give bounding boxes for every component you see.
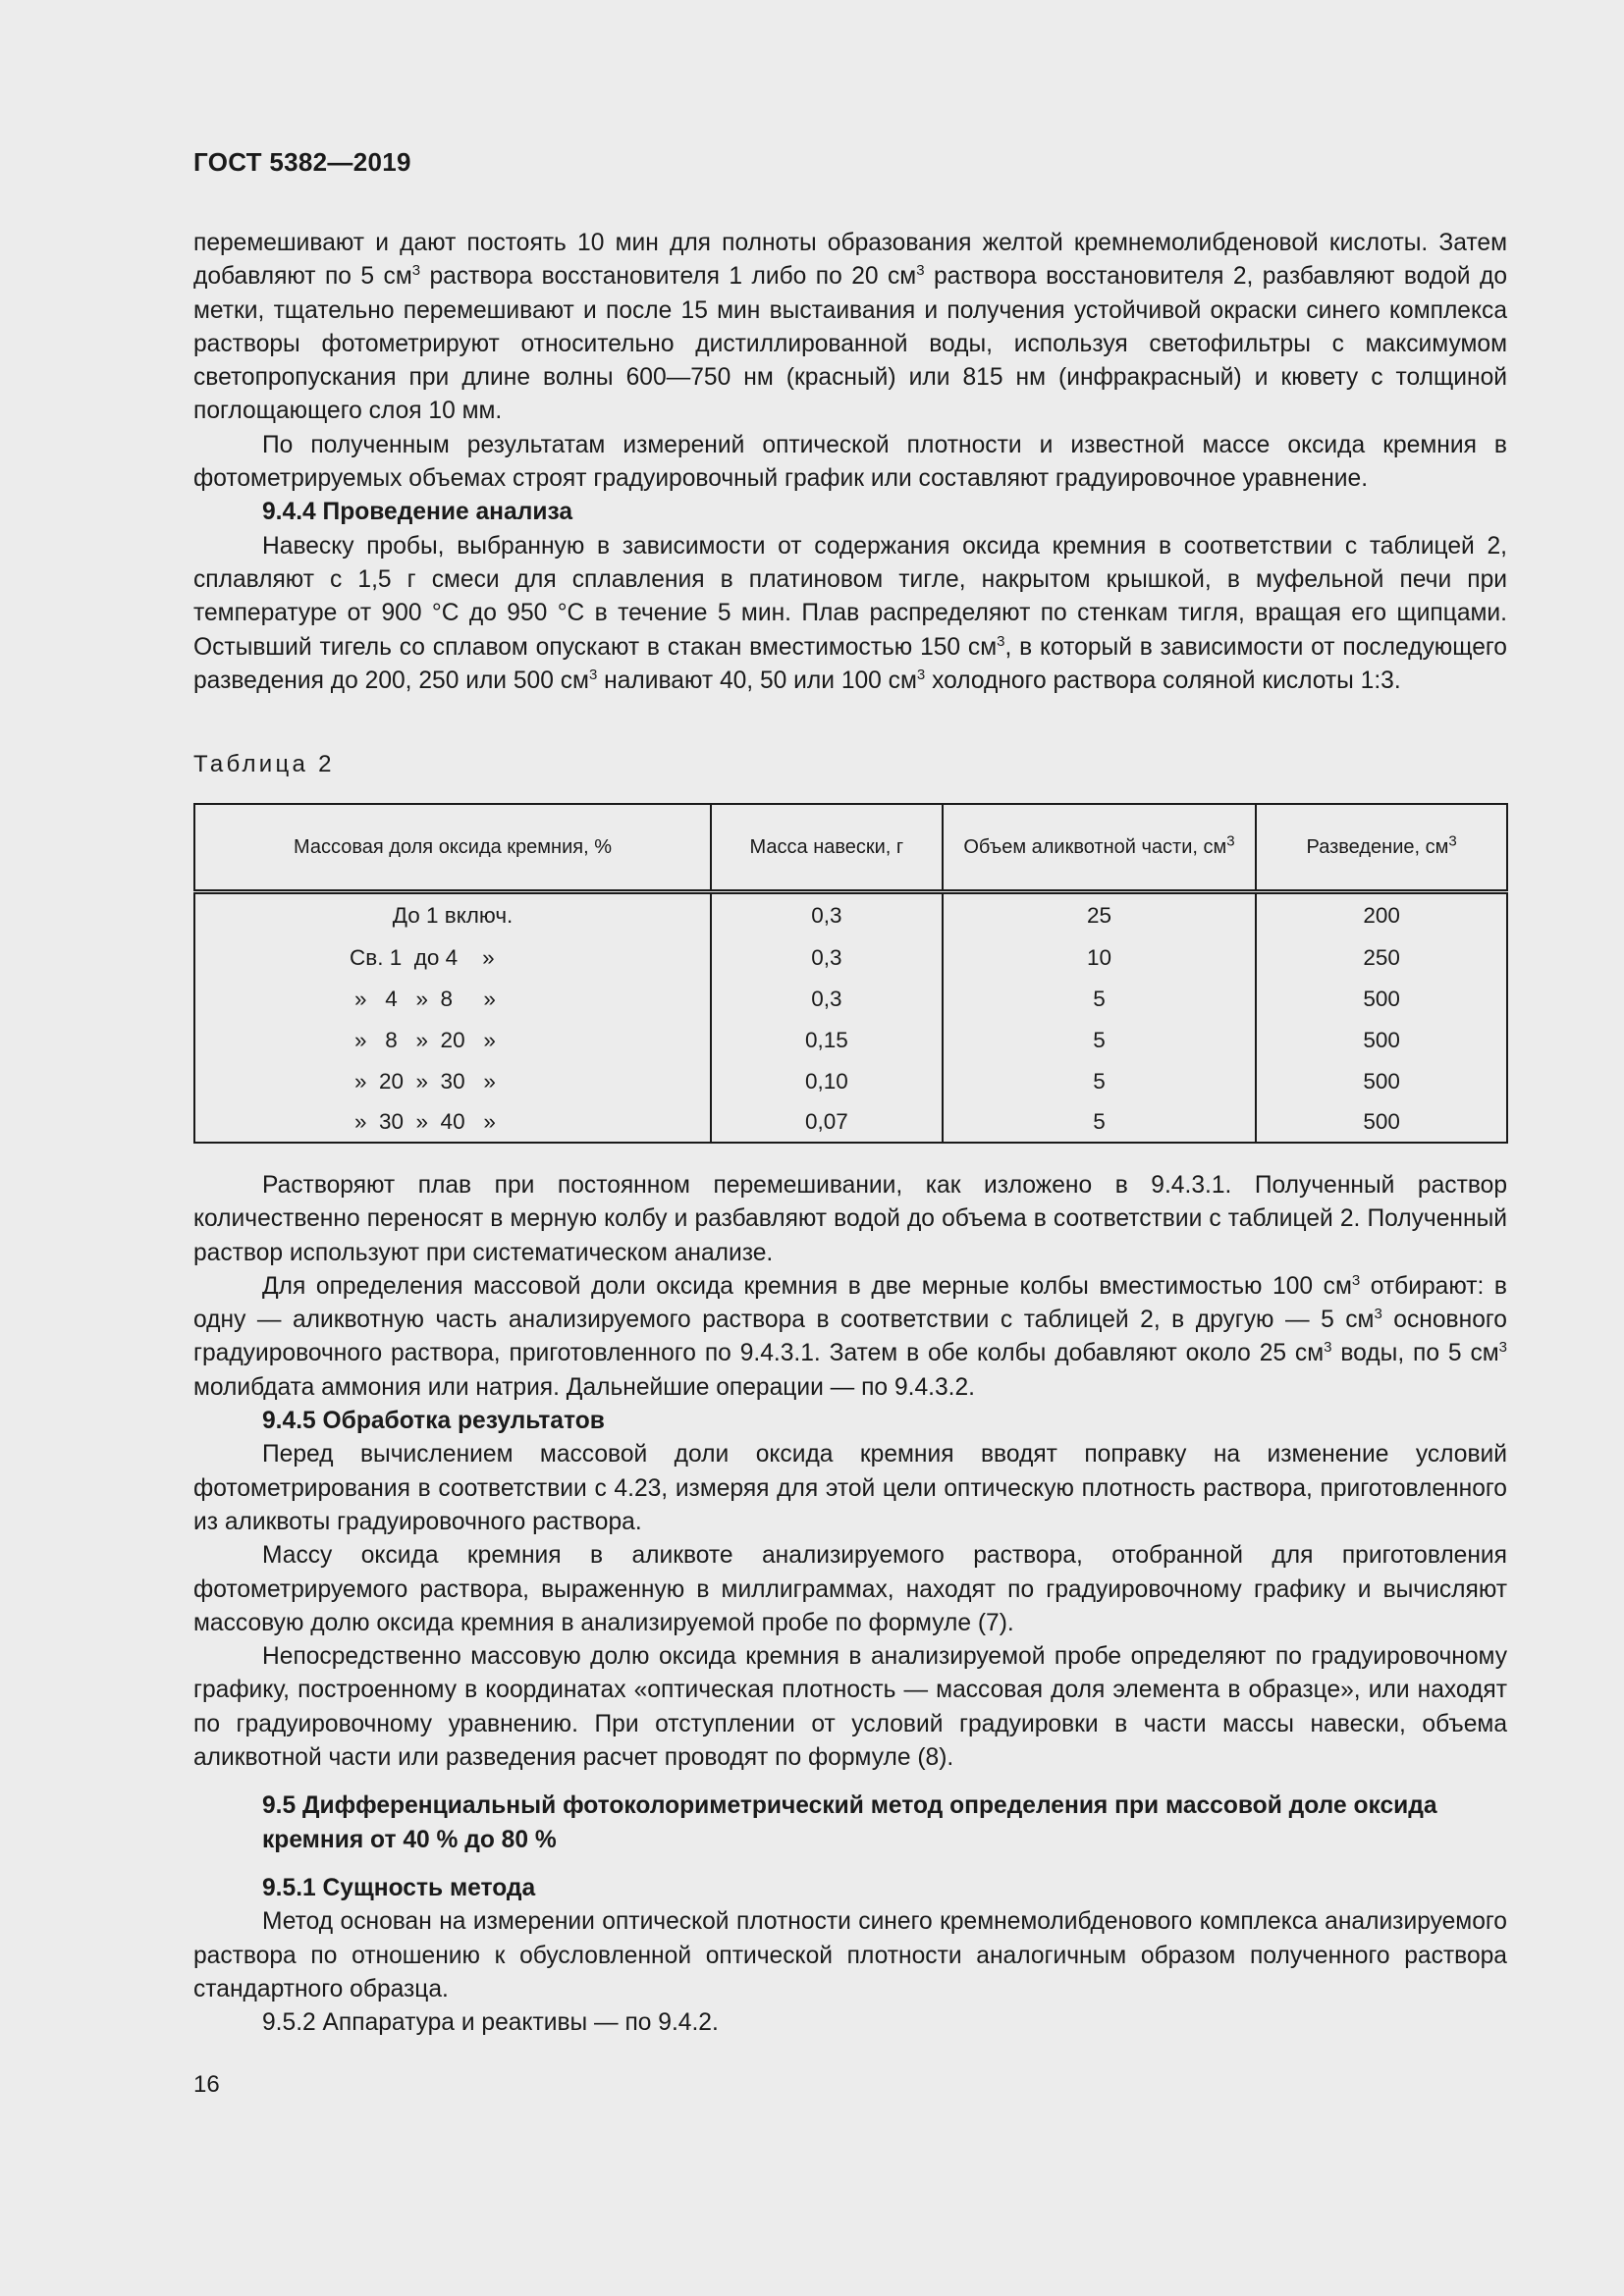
paragraph-correction: Перед вычислением массовой доли оксида кремния вводят поправку на изменение условий фотометрирования в соответствии с 4.23, измеряя для этой цели оптическую плотность раствора, приготовленного из аликвоты градуировочного раствора. <box>193 1441 1507 1535</box>
paragraph-method: Метод основан на измерении оптической плотности синего кремнемолибденового комплекса анализируемого раствора по отношению к обусловленной оптической плотности аналогичным образом полученного раствора стандартного образца. <box>193 1908 1507 2002</box>
table-header-row <box>194 804 1507 892</box>
table-row: » 4 » 8 » 0,3 5 500 <box>194 979 1507 1020</box>
header-sample-mass: Масса навески, г <box>711 804 943 892</box>
paragraph-direct: Непосредственно массовую долю оксида кремния в анализируемой пробе определяют по градуировочному графику, построенному в координатах «оптическая плотность — массовая доля элемента в образце», или находят по градуировочному уравнению. При отступлении от условий градуировки в части массы навески, объема аликвотной части или разведения расчет проводят по формуле (8). <box>193 1643 1507 1772</box>
standard-header: ГОСТ 5382—2019 <box>193 147 411 177</box>
paragraph-mass: Массу оксида кремния в аликвоте анализируемого раствора, отобранной для приготовления фотометрируемого раствора, выраженную в миллиграммах, находят по градуировочному графику и вычисляют массовую долю оксида кремния в анализируемой пробе по формуле (7). <box>193 1542 1507 1636</box>
page-number: 16 <box>193 2071 220 2098</box>
table-row: До 1 включ. 0,3 25 200 <box>194 892 1507 938</box>
paragraph-continuation: перемешивают и дают постоять 10 мин для полноты образования желтой кремнемолибденовой кислоты. Затем добавляют по 5 $см^3$ раствора восстановителя 1 либо по 20 $см^3$ раствора восстановителя 2, разбавляют водой до метки, тщательно перемешивают и после 15 мин выстаивания и получения устойчивой окраски синего комплекса растворы фотометрируют относительно дистиллированной воды, используя светофильтры с максимумом светопропускания при длине волны 600—750 нм (красный) или 815 нм (инфракрасный) и кювету с толщиной поглощающего слоя 10 мм. <box>193 230 1507 425</box>
header-silica-fraction: Массовая доля оксида кремния, % <box>194 804 711 892</box>
paragraph-calibration: По полученным результатам измерений оптической плотности и известной массе оксида кремния в фотометрируемых объемах строят градуировочный график или составляют градуировочное уравнение. <box>193 431 1507 493</box>
table-2 <box>193 803 1508 1144</box>
heading-9-4-4: 9.4.4 Проведение анализа <box>262 499 573 526</box>
paragraph-apparatus: 9.5.2 Аппаратура и реактивы — по 9.4.2. <box>262 2009 719 2037</box>
paragraph-dissolve: Растворяют плав при постоянном перемешивании, как изложено в 9.4.3.1. Полученный раствор количественно переносят в мерную колбу и разбавляют водой до объема в соответствии с таблицей 2. Полученный раствор используют при систематическом анализе. <box>193 1172 1507 1266</box>
table-row: » 8 » 20 » 0,15 5 500 <box>194 1020 1507 1061</box>
heading-9-5-1: 9.5.1 Сущность метода <box>262 1874 536 1901</box>
table-row: » 30 » 40 » 0,07 5 500 <box>194 1102 1507 1143</box>
paragraph-flasks: Для определения массовой доли оксида кремния в две мерные колбы вместимостью 100 $см^3$ отбирают: в одну — аликвотную часть анализируемого раствора в соответствии с таблицей 2, в другую — 5 $см^3$ основного градуировочного раствора, приготовленного по 9.4.3.1. Затем в обе колбы добавляют около 25 $см^3$ воды, по 5 $см^3$ молибдата аммония или натрия. Дальнейшие операции — по 9.4.3.2. <box>193 1271 1508 1401</box>
table-row: » 20 » 30 » 0,10 5 500 <box>194 1061 1507 1102</box>
heading-9-5: 9.5 Дифференциальный фотоколориметрический метод определения при массовой доле оксида кремния от 40 % до 80 % <box>262 1792 1437 1853</box>
heading-9-4-5: 9.4.5 Обработка результатов <box>262 1408 605 1435</box>
header-dilution: Разведение, $см^3$ <box>1256 804 1507 892</box>
table-caption: Таблица 2 <box>193 751 335 777</box>
text-block-bottom <box>193 1169 1507 2040</box>
paragraph-analysis: Навеску пробы, выбранную в зависимости от содержания оксида кремния в соответствии с таблицей 2, сплавляют с 1,5 г смеси для сплавления в платиновом тигле, накрытом крышкой, в муфельной печи при температуре от 900 °С до 950 °С в течение 5 мин. Плав распределяют по стенкам тигля, вращая его щипцами. Остывший тигель со сплавом опускают в стакан вместимостью 150 $см^3$, в который в зависимости от последующего разведения до 200, 250 или 500 $см^3$ наливают 40, 50 или 100 $см^3$ холодного раствора соляной кислоты 1:3. <box>193 532 1507 694</box>
text-block-top <box>193 227 1507 698</box>
header-aliquot-volume: Объем аликвотной части, $см^3$ <box>943 804 1257 892</box>
table-row: Св. 1 до 4 » 0,3 10 250 <box>194 937 1507 979</box>
